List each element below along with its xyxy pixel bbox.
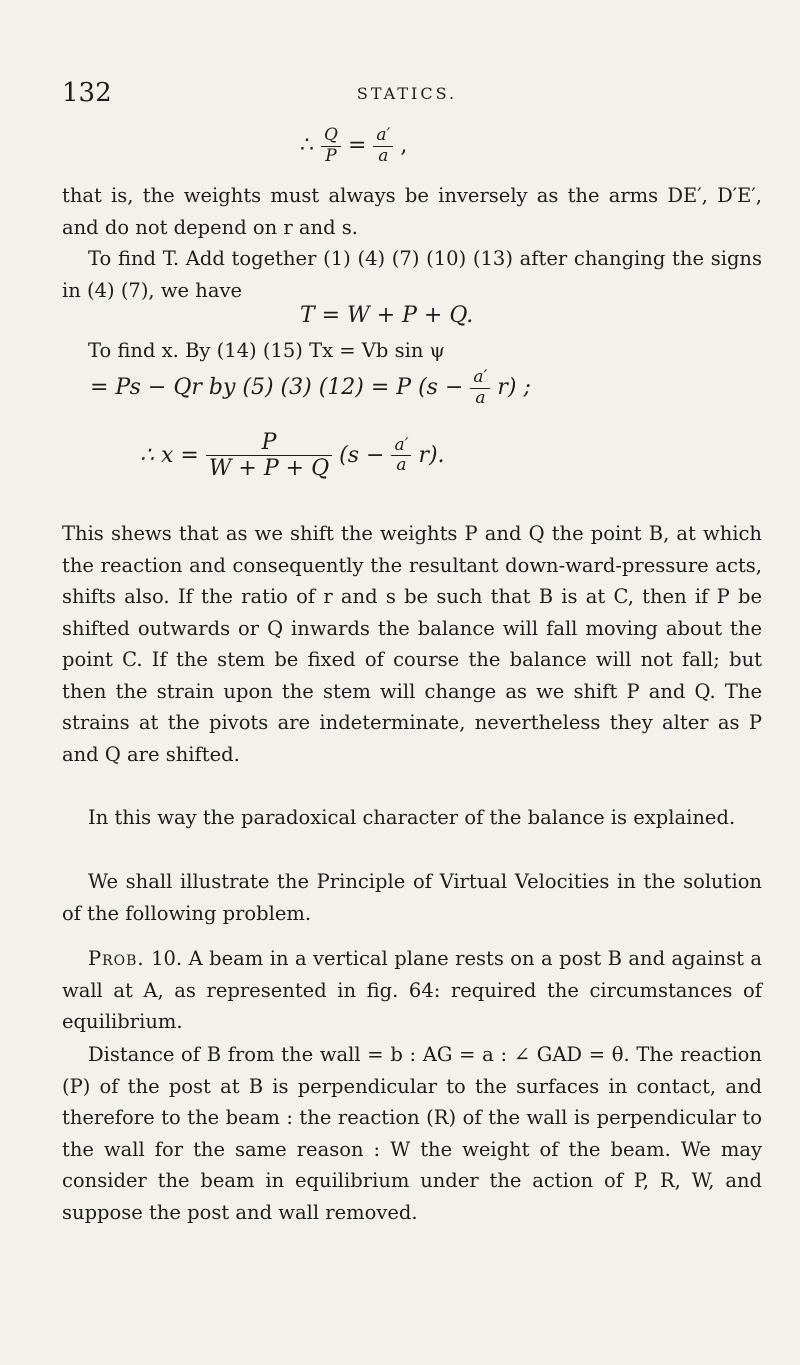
paragraph-inverse-arms: that is, the weights must always be inversely as the arms DE′, D′E′, and do not depend on r and s. [62, 184, 762, 239]
problem-text: 10. A beam in a vertical plane rests on a post B and against a wall at A, as represented in fig. 64: required the circumstances of equilibrium. [62, 947, 763, 1033]
fraction-denominator: a [378, 145, 389, 166]
fraction-numerator: P [206, 430, 332, 456]
paragraph-shift-weights: This shews that as we shift the weights P and Q the point B, at which the reaction and consequently the resultant down-ward-pressure acts, shifts also. If the ratio of r and s be such that B is at C, then if P be shifted outwards or Q inwards the balance will fall moving about the point C. If the stem be fixed of course the balance will not fall; but then the strain upon the stem will change as we shift P and Q. The strains at the pivots are indeterminate, nevertheless they alter as P and Q are shifted. [62, 522, 762, 766]
fraction-denominator: P [325, 145, 337, 166]
page-header [62, 78, 752, 108]
fraction-q-over-p [321, 126, 341, 166]
paragraph-find-x: To find x. By (14) (15) Tx = Vb sin ψ [88, 339, 445, 362]
fraction-numerator: a′ [470, 368, 490, 389]
equation-mid: (s − [339, 442, 385, 468]
equation-t: T = W + P + Q. [300, 303, 474, 328]
therefore-sign: ∴ [300, 133, 314, 159]
fraction-denominator: a [396, 455, 407, 476]
equation-tail: r). [418, 442, 445, 468]
paragraph-distance: Distance of B from the wall = b : AG = a : ∠ GAD = θ. The reaction (P) of the post at B is perpendicular to the surfaces in contact, and therefore to the beam : the reaction (R) of the wall is perpendicular to the wall for the same reason : W the weight of the beam. We may consider the beam in equilibrium under the action of P, R, W, and suppose the post and wall removed. [62, 1043, 762, 1224]
fraction-a-prime-over-a [373, 126, 393, 166]
fraction-a-prime-over-a [391, 436, 411, 476]
paragraph-problem-10 [62, 943, 762, 1038]
running-title: STATICS. [356, 84, 458, 103]
fraction-a-prime-over-a [470, 368, 490, 408]
fraction-denominator: a [475, 387, 486, 408]
equation-ratio [300, 126, 407, 166]
fraction-p-over-sum [206, 430, 332, 482]
equation-lead: ∴ x = [140, 442, 199, 468]
trailing-punctuation: , [400, 133, 408, 159]
fraction-denominator: W + P + Q [208, 456, 330, 482]
equals-sign: = [347, 133, 367, 159]
equation-lead: = Ps − Qr by (5) (3) (12) = P (s − [90, 375, 464, 401]
paragraph-paradox: In this way the paradoxical character of the balance is explained. [88, 806, 736, 829]
fraction-numerator: a′ [373, 126, 393, 147]
equation-x [140, 430, 445, 482]
equation-moment [90, 368, 531, 408]
paragraph-virtual-velocities: We shall illustrate the Principle of Virtual Velocities in the solution of the following problem. [62, 870, 762, 925]
page-number: 132 [62, 78, 112, 108]
fraction-numerator: a′ [391, 436, 411, 457]
paragraph-find-t: To find T. Add together (1) (4) (7) (10) (13) after changing the signs in (4) (7), we have [62, 247, 762, 302]
fraction-numerator: Q [321, 126, 341, 147]
equation-tail: r) ; [497, 375, 531, 401]
problem-label: Prob. [88, 947, 145, 970]
